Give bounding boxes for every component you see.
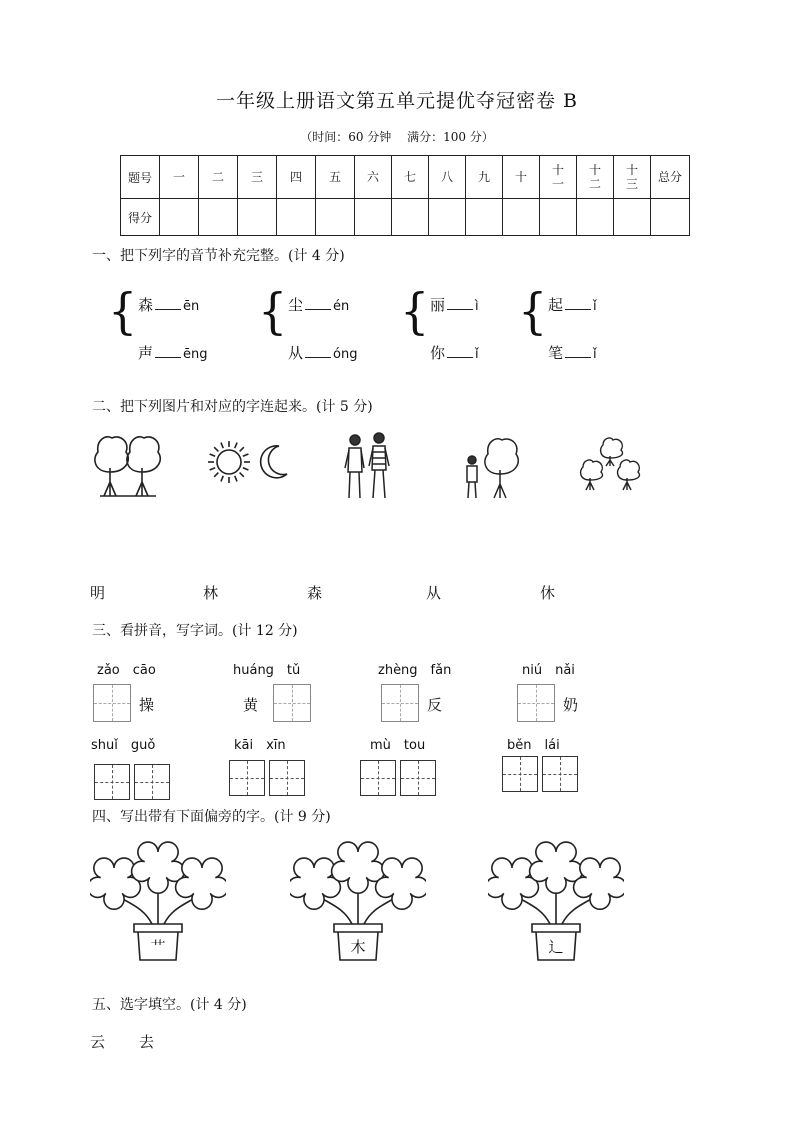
syllable-item[interactable] bbox=[138, 294, 199, 315]
answer-blank[interactable] bbox=[565, 343, 591, 358]
sun-ray bbox=[240, 473, 244, 477]
brace-icon: { bbox=[400, 282, 430, 340]
score-input-cell[interactable] bbox=[540, 199, 577, 236]
score-input-cell[interactable] bbox=[199, 199, 238, 236]
row-label-number: 题号 bbox=[121, 156, 160, 199]
syllable-item[interactable] bbox=[288, 342, 357, 363]
sun-ray bbox=[235, 443, 237, 449]
sun-ray bbox=[243, 454, 249, 456]
brace-icon: { bbox=[108, 282, 138, 340]
score-input-cell[interactable] bbox=[277, 199, 316, 236]
sun-ray bbox=[235, 476, 237, 482]
column-label: 十 一 bbox=[551, 163, 564, 191]
writing-box[interactable] bbox=[517, 684, 555, 722]
answer-blank[interactable] bbox=[305, 343, 331, 358]
writing-box[interactable] bbox=[229, 760, 265, 796]
pinyin-label: běn lái bbox=[507, 738, 560, 753]
column-label: 总分 bbox=[657, 170, 682, 184]
question-number-cell bbox=[466, 156, 503, 199]
pinyin-label: shuǐ guǒ bbox=[91, 738, 156, 753]
given-char: 反 bbox=[427, 696, 443, 714]
writing-box[interactable] bbox=[542, 756, 578, 792]
score-input-cell[interactable] bbox=[466, 199, 503, 236]
score-input-cell[interactable] bbox=[614, 199, 651, 236]
column-label: 五 bbox=[328, 170, 341, 184]
match-char[interactable]: 森 bbox=[307, 584, 323, 602]
given-char: 黄 bbox=[243, 696, 259, 714]
sun-moon-icon[interactable] bbox=[205, 436, 297, 492]
match-char[interactable]: 从 bbox=[426, 584, 442, 602]
syllable-item[interactable] bbox=[548, 342, 597, 363]
given-char: 操 bbox=[139, 696, 155, 714]
flower-petal[interactable] bbox=[176, 858, 226, 909]
radical-label: 艹 bbox=[150, 938, 166, 956]
column-label: 十 bbox=[514, 170, 527, 184]
char: 笔 bbox=[548, 344, 564, 362]
char: 从 bbox=[288, 344, 304, 362]
question-number-cell bbox=[651, 156, 690, 199]
char: 尘 bbox=[288, 296, 304, 314]
char: 声 bbox=[138, 344, 154, 362]
pinyin-fragment: ǐ bbox=[593, 299, 597, 314]
radical-label: 辶 bbox=[548, 938, 564, 956]
radical-label: 木 bbox=[350, 938, 366, 956]
syllable-item[interactable] bbox=[430, 342, 479, 363]
option-char: 云 bbox=[90, 1033, 106, 1051]
question-number-cell bbox=[355, 156, 392, 199]
syllable-item[interactable] bbox=[430, 294, 479, 315]
person-tree-icon[interactable] bbox=[460, 430, 520, 502]
flower-pot-icon bbox=[290, 838, 426, 968]
syllable-item[interactable] bbox=[288, 294, 349, 315]
flower-petal[interactable] bbox=[574, 858, 624, 909]
column-label: 二 bbox=[211, 170, 224, 184]
column-label: 九 bbox=[477, 170, 490, 184]
writing-box[interactable] bbox=[400, 760, 436, 796]
section-2-heading: 二、把下列图片和对应的字连起来。(计 5 分) bbox=[92, 399, 373, 415]
row-label-score: 得分 bbox=[121, 199, 160, 236]
column-label: 一 bbox=[172, 170, 185, 184]
sun-ray bbox=[221, 476, 223, 482]
match-char[interactable]: 休 bbox=[540, 584, 556, 602]
char: 起 bbox=[548, 296, 564, 314]
writing-box[interactable] bbox=[381, 684, 419, 722]
writing-box[interactable] bbox=[502, 756, 538, 792]
answer-blank[interactable] bbox=[155, 295, 181, 310]
score-input-cell[interactable] bbox=[392, 199, 429, 236]
sun-ray bbox=[240, 447, 244, 451]
char: 你 bbox=[430, 344, 446, 362]
question-number-cell bbox=[160, 156, 199, 199]
writing-box[interactable] bbox=[360, 760, 396, 796]
sun-ray bbox=[243, 468, 249, 470]
three-trees-icon[interactable] bbox=[575, 434, 645, 498]
pinyin-label: mù tou bbox=[370, 738, 426, 753]
pinyin-fragment: ì bbox=[475, 299, 479, 314]
sun-ray bbox=[214, 473, 218, 477]
pinyin-fragment: ǐ bbox=[475, 347, 479, 362]
answer-blank[interactable] bbox=[447, 295, 473, 310]
column-label: 三 bbox=[250, 170, 263, 184]
section-4-heading: 四、写出带有下面偏旁的字。(计 9 分) bbox=[92, 809, 331, 825]
char: 丽 bbox=[430, 296, 446, 314]
page-title: 一年级上册语文第五单元提优夺冠密卷 B bbox=[215, 90, 578, 112]
score-input-cell[interactable] bbox=[503, 199, 540, 236]
pinyin-fragment: ēng bbox=[183, 347, 208, 362]
given-char: 奶 bbox=[563, 696, 579, 714]
syllable-item[interactable] bbox=[548, 294, 597, 315]
sun-ray bbox=[214, 447, 218, 451]
answer-blank[interactable] bbox=[155, 343, 181, 358]
flower-petal[interactable] bbox=[376, 858, 426, 909]
pinyin-label: kāi xīn bbox=[234, 738, 286, 753]
pinyin-label: zhèng fǎn bbox=[378, 663, 452, 678]
pinyin-label: zǎo cāo bbox=[97, 663, 156, 678]
score-input-cell[interactable] bbox=[651, 199, 690, 236]
score-input-cell[interactable] bbox=[577, 199, 614, 236]
match-char[interactable]: 明 bbox=[90, 584, 106, 602]
pinyin-fragment: ǐ bbox=[593, 347, 597, 362]
column-label: 八 bbox=[440, 170, 453, 184]
question-number-cell bbox=[392, 156, 429, 199]
sun-ray bbox=[210, 454, 216, 456]
question-number-cell bbox=[577, 156, 614, 199]
writing-box[interactable] bbox=[273, 684, 311, 722]
pinyin-label: niú nǎi bbox=[522, 663, 575, 678]
question-number-cell bbox=[614, 156, 651, 199]
writing-box[interactable] bbox=[93, 684, 131, 722]
score-input-cell[interactable] bbox=[160, 199, 199, 236]
score-input-cell[interactable] bbox=[316, 199, 355, 236]
question-number-cell bbox=[540, 156, 577, 199]
question-number-cell bbox=[277, 156, 316, 199]
answer-blank[interactable] bbox=[565, 295, 591, 310]
two-people-icon[interactable] bbox=[335, 428, 405, 504]
pinyin-fragment: óng bbox=[333, 347, 358, 362]
score-input-cell[interactable] bbox=[429, 199, 466, 236]
question-number-cell bbox=[429, 156, 466, 199]
syllable-item[interactable] bbox=[138, 342, 208, 363]
sun-ray bbox=[210, 468, 216, 470]
two-trees-icon[interactable] bbox=[90, 430, 170, 502]
answer-blank[interactable] bbox=[305, 295, 331, 310]
question-number-cell bbox=[238, 156, 277, 199]
flower-pot-icon bbox=[488, 838, 624, 968]
pinyin-fragment: én bbox=[333, 299, 350, 314]
question-number-cell bbox=[316, 156, 355, 199]
exam-info: （时间：60 分钟 满分：100 分） bbox=[300, 130, 494, 144]
column-label: 十 二 bbox=[588, 163, 601, 191]
match-char[interactable]: 林 bbox=[203, 584, 219, 602]
writing-box[interactable] bbox=[94, 764, 130, 800]
flower-pot-icon bbox=[90, 838, 226, 968]
brace-icon: { bbox=[518, 282, 548, 340]
section-3-heading: 三、看拼音，写字词。(计 12 分) bbox=[92, 623, 298, 639]
answer-blank[interactable] bbox=[447, 343, 473, 358]
question-number-cell bbox=[199, 156, 238, 199]
section-5-heading: 五、选字填空。(计 4 分) bbox=[92, 997, 247, 1013]
section-1-heading: 一、把下列字的音节补充完整。(计 4 分) bbox=[92, 248, 345, 264]
char: 森 bbox=[138, 296, 154, 314]
writing-box[interactable] bbox=[269, 760, 305, 796]
column-label: 六 bbox=[366, 170, 379, 184]
column-label: 七 bbox=[403, 170, 416, 184]
sun-ray bbox=[221, 443, 223, 449]
brace-icon: { bbox=[258, 282, 288, 340]
column-label: 四 bbox=[289, 170, 302, 184]
pinyin-label: huáng tǔ bbox=[233, 663, 301, 678]
option-char: 去 bbox=[139, 1033, 155, 1051]
column-label: 十 三 bbox=[625, 163, 638, 191]
pinyin-fragment: ēn bbox=[183, 299, 200, 314]
score-input-cell[interactable] bbox=[355, 199, 392, 236]
score-input-cell[interactable] bbox=[238, 199, 277, 236]
question-number-cell bbox=[503, 156, 540, 199]
score-table bbox=[120, 155, 690, 236]
writing-box[interactable] bbox=[134, 764, 170, 800]
